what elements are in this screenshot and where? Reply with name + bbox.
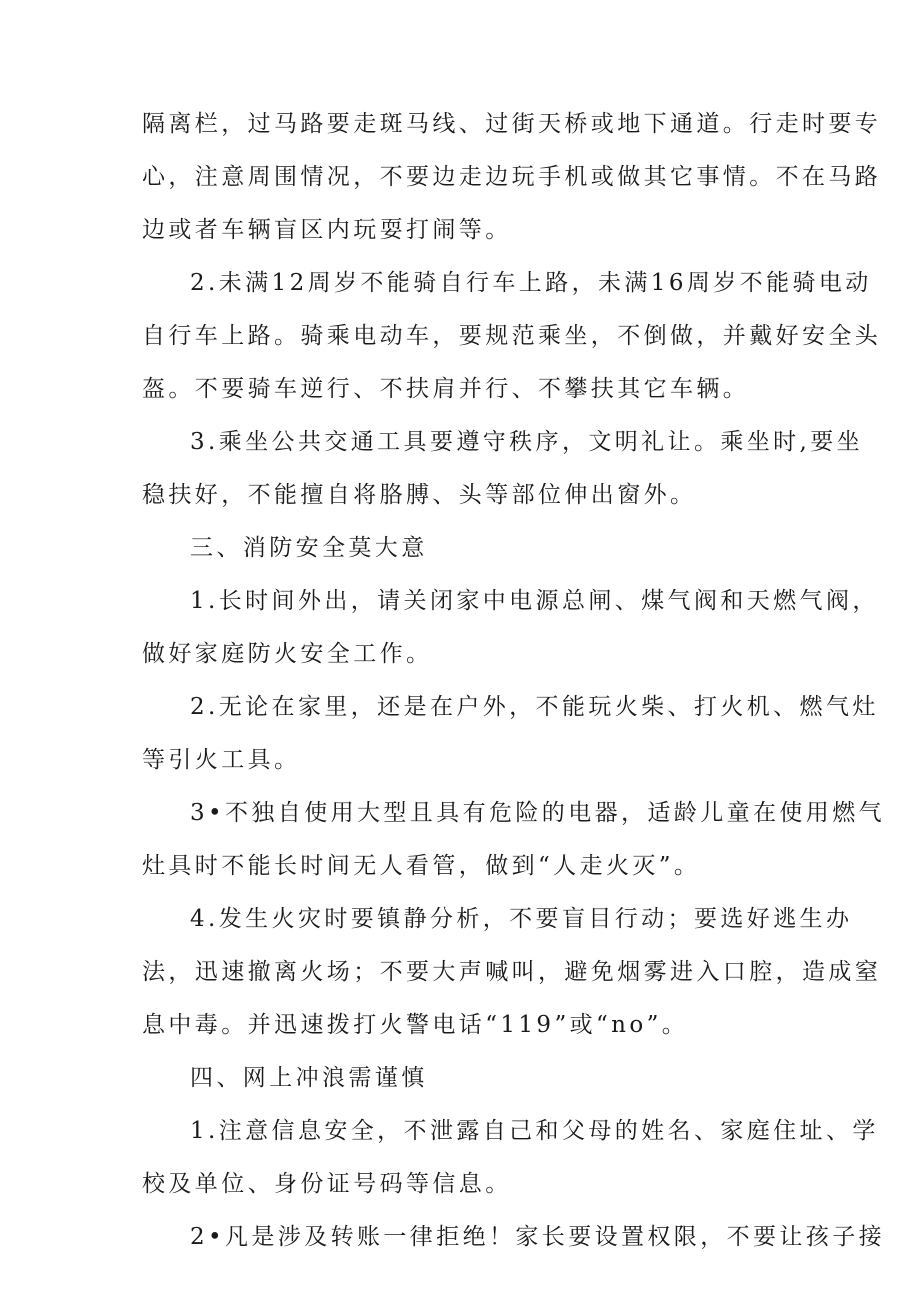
list-item-fire-1: 1.长时间外出，请关闭家中电源总闸、煤气阀和天燃气阀， <box>190 588 879 614</box>
list-item-internet-1: 1.注意信息安全，不泄露自己和父母的姓名、家庭住址、学 <box>190 1118 879 1144</box>
document-body <box>142 98 885 1264</box>
list-item-traffic-2: 2.未满12周岁不能骑自行车上路，未满16周岁不能骑电动 <box>190 270 872 296</box>
paragraph-line: 自行车上路。骑乘电动车，要规范乘坐，不倒做，并戴好安全头 <box>142 323 882 349</box>
paragraph-line: 隔离栏，过马路要走斑马线、过街天桥或地下通道。行走时要专 <box>142 111 882 137</box>
paragraph-line: 稳扶好，不能擅自将胳膊、头等部位伸出窗外。 <box>142 482 697 508</box>
list-item-fire-4: 4.发生火灾时要镇静分析，不要盲目行动；要选好逃生办 <box>190 906 853 932</box>
paragraph-line: 盔。不要骑车逆行、不扶肩并行、不攀扶其它车辆。 <box>142 376 750 402</box>
paragraph-line: 法，迅速撤离火场；不要大声喊叫，避免烟雾进入口腔，造成窒 <box>142 959 882 985</box>
section-heading-internet-safety: 四、网上冲浪需谨慎 <box>190 1065 428 1091</box>
section-heading-fire-safety: 三、消防安全莫大意 <box>190 535 428 561</box>
paragraph-line: 校及单位、身份证号码等信息。 <box>142 1171 512 1197</box>
list-item-fire-2: 2.无论在家里，还是在户外，不能玩火柴、打火机、燃气灶 <box>190 694 879 720</box>
list-item-internet-2: 2•凡是涉及转账一律拒绝！家长要设置权限，不要让孩子接 <box>190 1224 885 1250</box>
list-item-traffic-3: 3.乘坐公共交通工具要遵守秩序，文明礼让。乘坐时,要坐 <box>190 429 864 455</box>
list-item-fire-3: 3•不独自使用大型且具有危险的电器，适龄儿童在使用燃气 <box>190 800 885 826</box>
paragraph-line: 做好家庭防火安全工作。 <box>142 641 433 667</box>
paragraph-line: 边或者车辆盲区内玩耍打闹等。 <box>142 217 512 243</box>
paragraph-line: 心，注意周围情况，不要边走边玩手机或做其它事情。不在马路 <box>142 164 882 190</box>
paragraph-line: 息中毒。并迅速拨打火警电话“119”或“no”。 <box>142 1012 689 1038</box>
paragraph-line: 灶具时不能长时间无人看管，做到“人走火灭”。 <box>142 853 701 879</box>
paragraph-line: 等引火工具。 <box>142 747 301 773</box>
